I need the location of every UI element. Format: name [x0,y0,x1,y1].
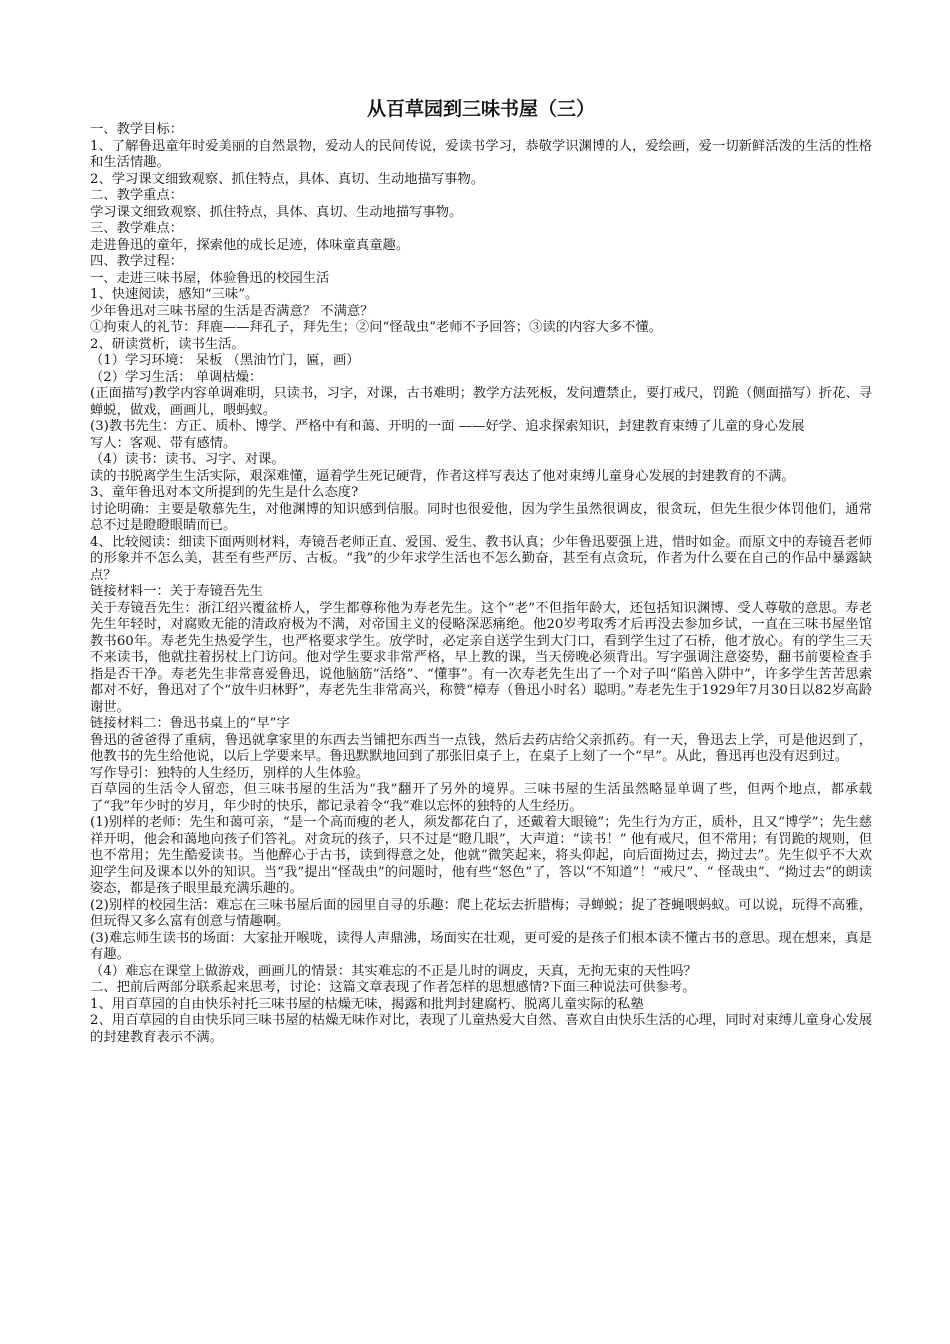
paragraph: 关于寿镜吾先生：浙江绍兴覆盆桥人，学生都尊称他为寿老先生。这个“老”不但指年龄大，还包括知识渊博、受人尊敬的意思。寿老先生年轻时，对腐败无能的清政府极为不满，对帝国主义的侵略深恶痛绝。他20岁考取秀才后再没去参加乡试，一直在三味书屋坐馆教书60年。寿老先生热爱学生，也严格要求学生。放学时，必定亲自送学生到大门口，看到学生过了石桥，他才放心。有的学生三天不来读书，他就拄着拐杖上门访问。他对学生要求非常严格，早上教的课，当天傍晚必须背出。写字强调注意姿势，翻书前要检查手指是否干净。寿老先生非常喜爱鲁迅，说他脑筋“活络”、“懂事”。有一次寿老先生出了一个对子叫“陷兽入阱中”，许多学生苦苦思索都对不好，鲁迅对了个“放牛归林野”，寿老先生非常高兴，称赞“樟寿（鲁迅小时名）聪明。”寿老先生于1929年7月30日以82岁高龄谢世。 [90,600,873,715]
paragraph: (2)别样的校园生活：难忘在三味书屋后面的园里自寻的乐趣：爬上花坛去折腊梅；寻蝉蜕；捉了苍蝇喂蚂蚁。可以说，玩得不高雅，但玩得又多么富有创意与情趣啊。 [90,897,872,929]
paragraph: 鲁迅的爸爸得了重病，鲁迅就拿家里的东西去当铺把东西当一点钱，然后去药店给父亲抓药。有一天，鲁迅去上学，可是他迟到了，他教书的先生给他说，以后上学要来早。鲁迅默默地回到了那张旧桌子上，在桌子上刻了一个“早”。从此，鲁迅再也没有迟到过。 [90,732,872,764]
paragraph: 写作导引：独特的人生经历，别样的人生体验。 [90,765,370,781]
paragraph: 写人：客观、带有感情。 [90,435,237,451]
paragraph: 1、了解鲁迅童年时爱美丽的自然景物，爱动人的民间传说，爱读书学习，恭敬学识渊博的人，爱绘画，爱一切新鲜活泼的生活的性格和生活情趣。 [90,138,872,170]
paragraph: 2、学习课文细致观察、抓住特点，具体、真切、生动地描写事物。 [90,171,485,187]
paragraph: 链接材料一：关于寿镜吾先生 [90,584,263,599]
paragraph: 二、教学重点： [90,188,184,203]
paragraph: （4）难忘在课堂上做游戏，画画儿的情景：其实难忘的不正是儿时的调皮，天真，无拘无束的天性吗？ [90,963,697,979]
paragraph: 一、教学目标： [90,122,184,137]
paragraph: (1)别样的老师：先生和蔼可亲，“是一个高而瘦的老人，须发都花白了，还戴着大眼镜”；先生行为方正，质朴，且又“博学”；先生慈祥开明，他会和蔼地向孩子们答礼。对贪玩的孩子，只不过是“瞪几眼”，大声道：“读书！” 他有戒尺，但不常用；有罚跪的规则，但也不常用；先生酷爱读书。当他醉心于古书，读到得意之处，他就“微笑起来，将头仰起，向后面拗过去，拗过去”。先生似乎不大欢迎学生问及课本以外的知识。当“我”提出“怪哉虫”的问题时，他有些“怒色”了，答以“不知道”！“戒尺”、“ 怪哉虫”、“拗过去”的朗读姿态，都是孩子眼里最充满乐趣的。 [90,815,872,896]
paragraph: 少年鲁迅对三味书屋的生活是否满意？ 不满意？ [90,303,374,319]
paragraph: 1、用百草园的自由快乐衬托三味书屋的枯燥无味，揭露和批判封建腐朽、脱离儿童实际的私塾 [90,996,644,1012]
paragraph: 走进鲁迅的童年，探索他的成长足迹，体味童真童趣。 [90,237,410,253]
paragraph: 一、走进三味书屋，体验鲁迅的校园生活 [90,270,330,286]
paragraph: 二、把前后两部分联系起来思考，讨论：这篇文章表现了作者怎样的思想感情?下面三种说法可供参考。 [90,980,696,995]
paragraph: 2、用百草园的自由快乐同三味书屋的枯燥无味作对比，表现了儿童热爱大自然、喜欢自由快乐生活的心理，同时对束缚儿童身心发展的封建教育表示不满。 [90,1013,872,1045]
document-body [90,122,872,1046]
paragraph: 4、比较阅读：细读下面两则材料，寿镜吾老师正直、爱国、爱生、教书认真；少年鲁迅要强上进，惜时如金。而原文中的寿镜吾老师的形象并不怎么美，甚至有些严厉、古板。“我”的少年求学生活也不怎么勤奋，甚至有点贪玩，作者为什么要在自己的作品中暴露缺点？ [90,534,873,583]
paragraph: 百草园的生活令人留恋，但三味书屋的生活为“我”翻开了另外的境界。三味书屋的生活虽然略显单调了些，但两个地点，都承载了“我”年少时的岁月，年少时的快乐，都记录着令“我”难以忘怀的独特的人生经历。 [90,782,872,814]
paragraph: （2）学习生活： 单调枯燥： [90,369,263,385]
paragraph: ①拘束人的礼节：拜鹿——拜孔子，拜先生；②问“怪哉虫”老师不予回答；③读的内容大多不懂。 [90,320,663,335]
document-title: 从百草园到三味书屋（三） [366,98,595,120]
paragraph: 三、教学难点： [90,221,184,236]
paragraph: 四、教学过程： [90,254,184,269]
paragraph: (3)教书先生：方正、质朴、博学、严格中有和蔼、开明的一面 ——好学、追求探索知识，封建教育束缚了儿童的身心发展 [90,419,805,434]
paragraph: 3、童年鲁迅对本文所提到的先生是什么态度? [90,485,359,500]
paragraph: 2、研读赏析，读书生活。 [90,336,245,352]
paragraph: 链接材料二：鲁迅书桌上的“早”字 [90,716,290,731]
paragraph: 读的书脱离学生生活实际，艰深难懂，逼着学生死记硬背，作者这样写表达了他对束缚儿童身心发展的封建教育的不满。 [90,468,795,484]
paragraph: (正面描写)教学内容单调难明，只读书，习字，对课，古书难明；教学方法死板，发问遭禁止，要打戒尺，罚跪（侧面描写）折花、寻蝉蜕，做戏，画画儿，喂蚂蚁。 [90,386,872,418]
paragraph: （1）学习环境： 呆板 （黑油竹门，匾，画） [90,353,360,368]
paragraph: （4）读书：读书、习字、对课。 [90,452,285,467]
paragraph: 1、快速阅读，感知“三味”。 [90,287,259,302]
paragraph: (3)难忘师生读书的场面：大家扯开喉咙，读得人声鼎沸，场面实在壮观，更可爱的是孩子们根本读不懂古书的意思。现在想来，真是有趣。 [90,930,872,962]
paragraph: 学习课文细致观察、抓住特点，具体、真切、生动地描写事物。 [90,204,463,220]
paragraph: 讨论明确：主要是敬慕先生，对他渊博的知识感到信服。同时也很爱他，因为学生虽然很调皮，很贪玩，但先生很少体罚他们，通常总不过是瞪瞪眼睛而已。 [90,501,872,533]
